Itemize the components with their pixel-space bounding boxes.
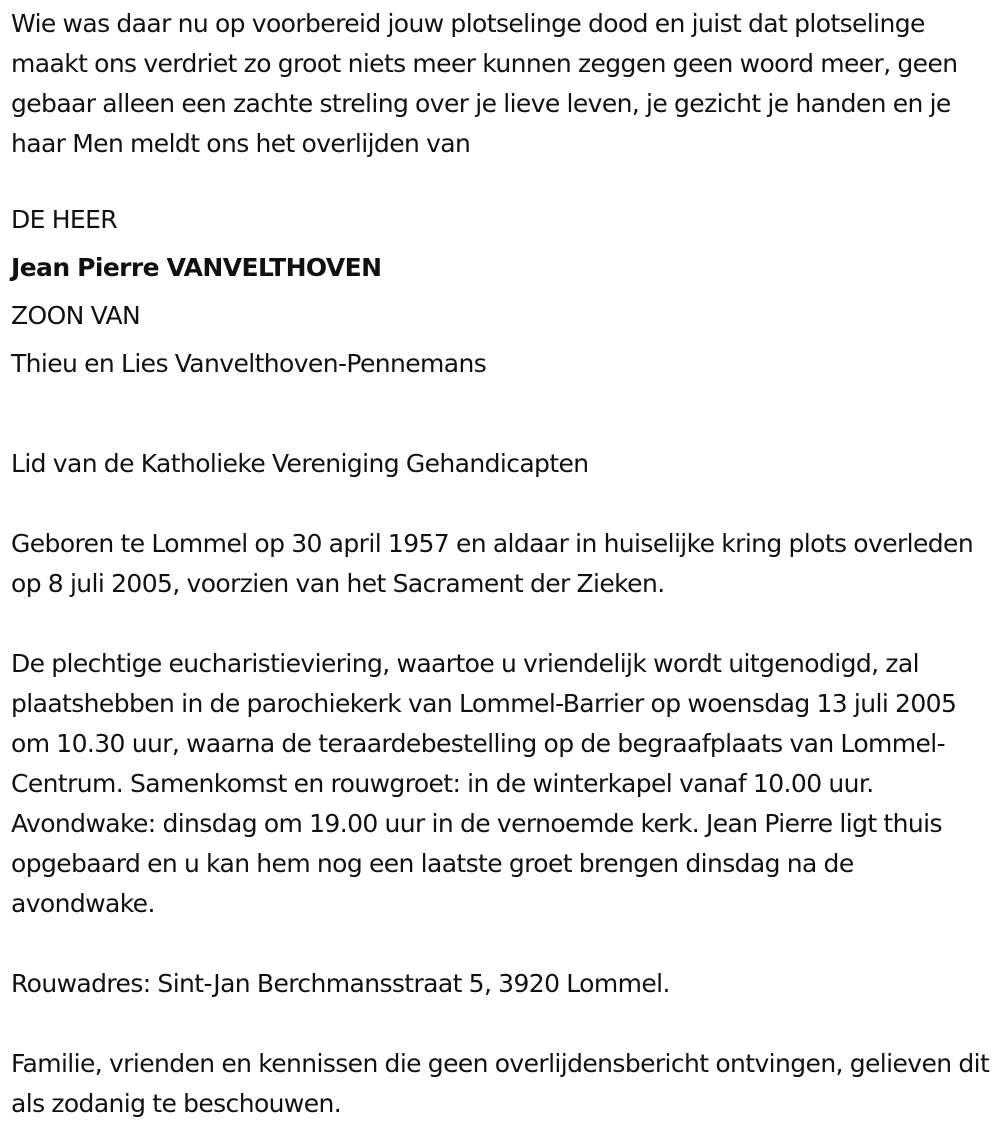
membership-line: Lid van de Katholieke Vereniging Gehandicapten (11, 449, 589, 478)
ceremony-paragraph: De plechtige eucharistieviering, waartoe u vriendelijk wordt uitgenodigd, zal plaatshebben in de parochiekerk van Lommel-Barrier op woensdag 13 juli 2005 om 10.30 uur, waarna de teraardebestelling op de begraafplaats van Lommel-Centrum. Samenkomst en rouwgroet: in de winterkapel vanaf 10.00 uur. Avondwake: dinsdag om 19.00 uur in de vernoemde kerk. Jean Pierre ligt thuis opgebaard en u kan hem nog een laatste groet brengen dinsdag na de avondwake. (11, 649, 957, 918)
honorific-title: DE HEER (11, 205, 118, 234)
son-of-label: ZOON VAN (11, 301, 141, 330)
address-line: Rouwadres: Sint-Jan Berchmansstraat 5, 3920 Lommel. (11, 969, 670, 998)
obituary-document (11, 4, 991, 1124)
intro-paragraph: Wie was daar nu op voorbereid jouw plotselinge dood en juist dat plotselinge maakt ons verdriet zo groot niets meer kunnen zeggen geen woord meer, geen gebaar alleen een zachte streling over je lieve leven, je gezicht je handen en je haar Men meldt ons het overlijden van (11, 9, 958, 158)
parents-names: Thieu en Lies Vanvelthoven-Pennemans (11, 349, 487, 378)
birth-death-paragraph: Geboren te Lommel op 30 april 1957 en aldaar in huiselijke kring plots overleden op 8 juli 2005, voorzien van het Sacrament der Zieken. (11, 529, 974, 598)
closing-paragraph: Familie, vrienden en kennissen die geen overlijdensbericht ontvingen, gelieven dit als zodanig te beschouwen. (11, 1049, 990, 1118)
deceased-name: Jean Pierre VANVELTHOVEN (11, 253, 382, 282)
